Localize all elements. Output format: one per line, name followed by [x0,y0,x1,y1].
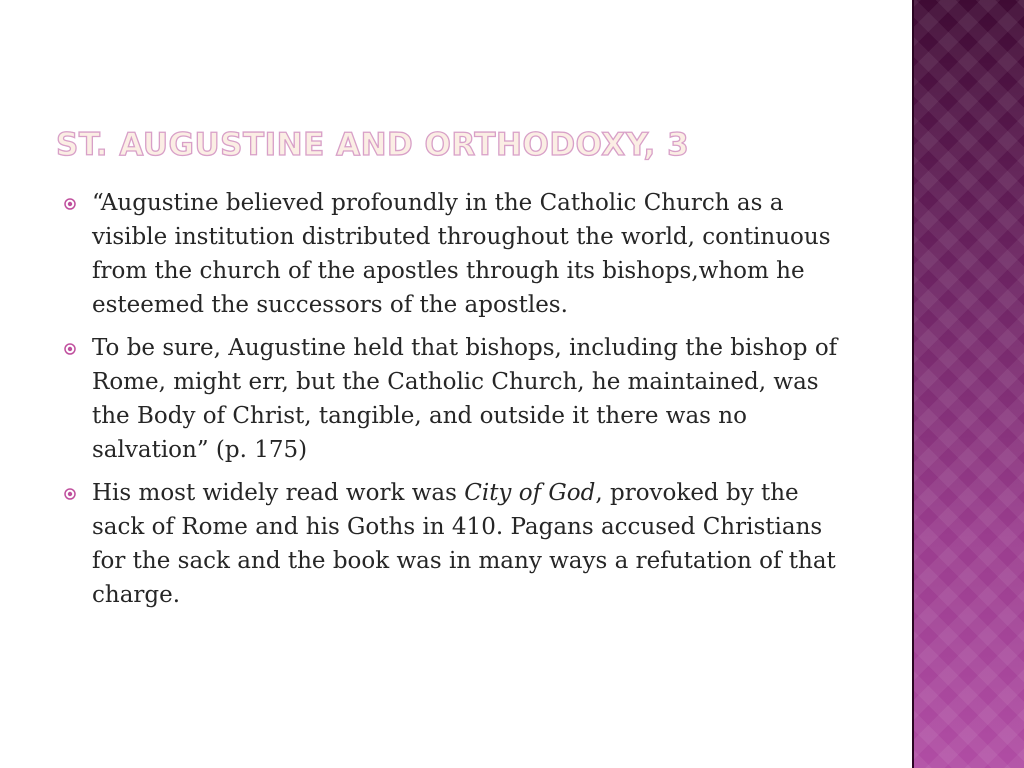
circled-dot-icon [64,488,76,500]
band-edge-divider [912,0,914,768]
bullet-text-before: His most widely read work was [92,480,465,506]
book-title: City of God [464,480,596,506]
slide-title: ST. AUGUSTINE AND ORTHODOXY, 3 [56,127,690,163]
bullet-text: “Augustine believed profoundly in the Catholic Church as a visible institution distributed throughout the world, continuous from the church of the apostles through its bishops,whom he esteemed the successors of the apostles. [92,190,831,318]
bullet-text: To be sure, Augustine held that bishops, including the bishop of Rome, might err, but the Catholic Church, he maintained, was the Body of Christ, tangible, and outside it there was no salvation” (p. 175) [92,335,838,463]
decorative-side-band [912,0,1024,768]
bullet-list [56,186,856,621]
bullet-item [56,331,856,467]
circled-dot-icon [64,343,76,355]
bullet-item [56,476,856,612]
circled-dot-icon [64,198,76,210]
bullet-text-after: , provoked by the sack of Rome and his Goths in 410. Pagans accused Christians for the sack and the book was in many ways a refutation of that charge. [92,480,836,608]
bullet-item [56,186,856,322]
